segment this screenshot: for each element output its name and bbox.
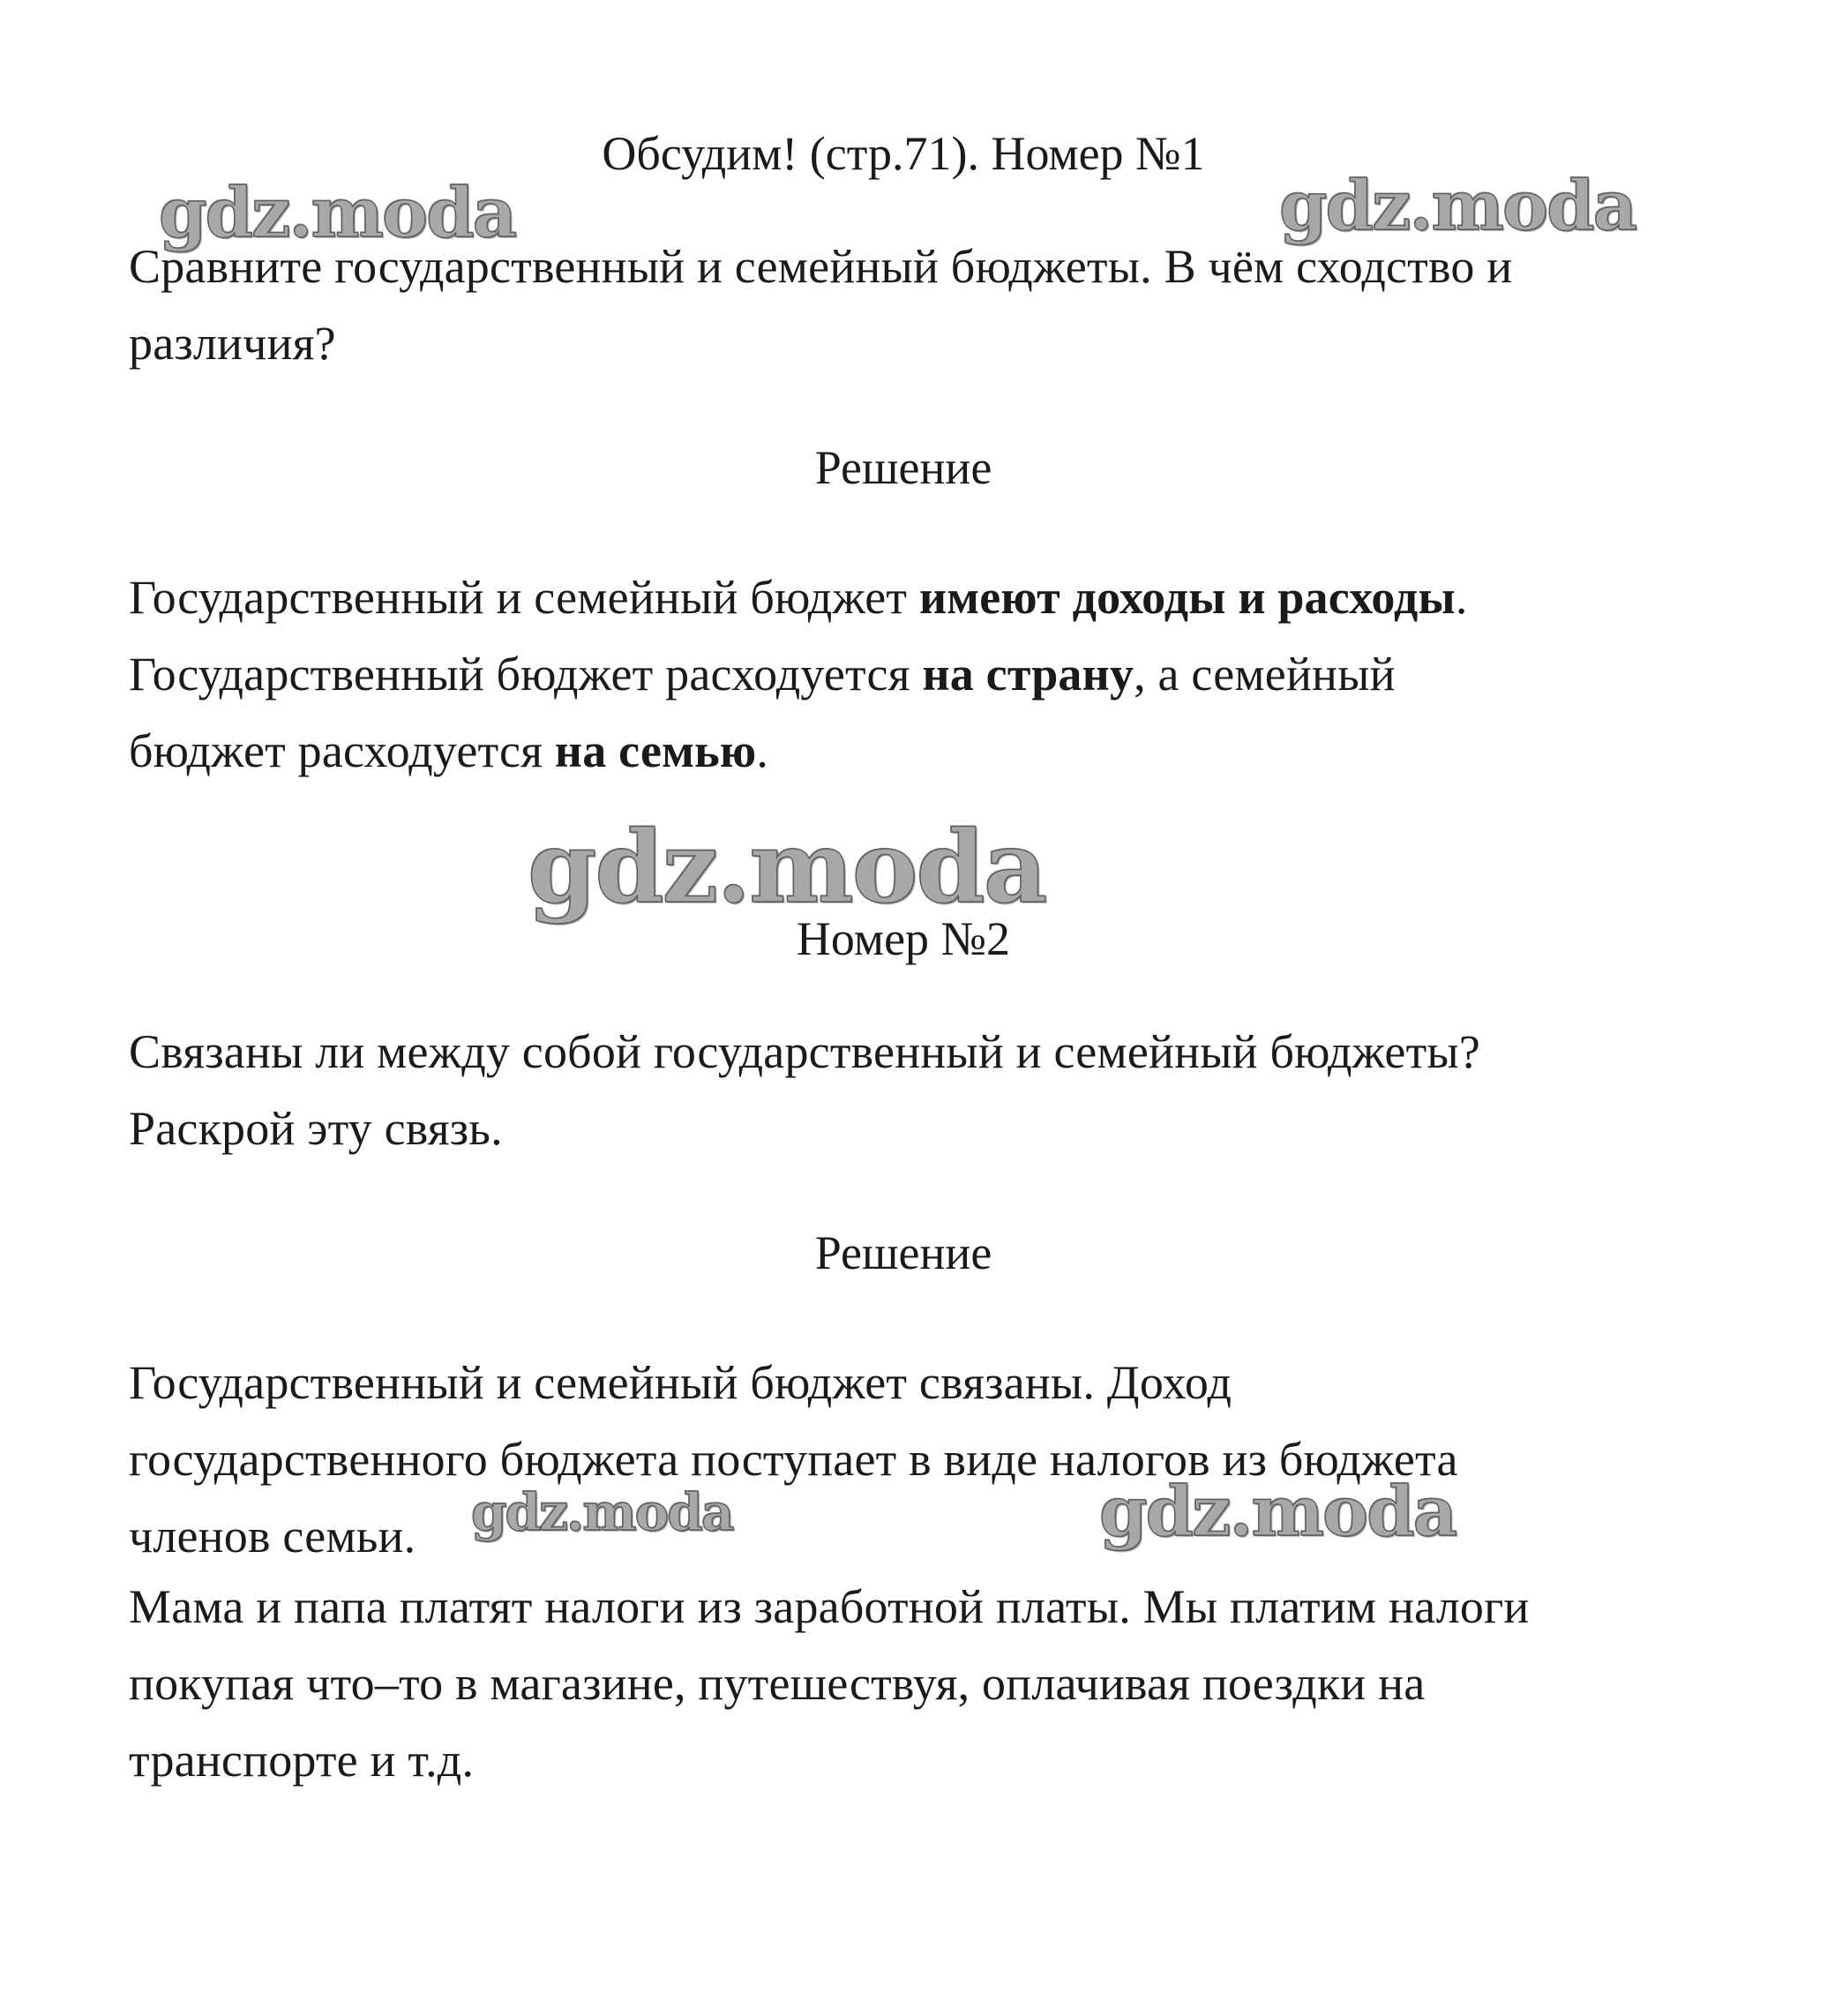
question-1-line-2: различия?	[129, 317, 336, 370]
solution-label-1: Решение	[814, 441, 992, 494]
answer-1-line-2-text: Государственный бюджет расходуется	[129, 648, 923, 701]
answer-1-line-3	[129, 723, 768, 779]
question-2-line-2: Раскрой эту связь.	[129, 1102, 503, 1155]
watermark-logo-large: gdz.moda	[528, 810, 1046, 926]
answer-1-line-2-end: , а семейный	[1134, 648, 1396, 701]
task-heading-1: Обсудим! (стр.71). Номер №1	[602, 127, 1205, 180]
answer-1-line-3-text: бюджет расходуется	[129, 724, 555, 777]
answer-2-line-1: Государственный и семейный бюджет связаны. Доход	[129, 1356, 1232, 1409]
watermark-logo: gdz.moda	[159, 173, 516, 253]
watermark-logo: gdz.moda	[471, 1482, 733, 1542]
answer-1-line-1-text: Государственный и семейный бюджет	[129, 571, 919, 624]
answer-2-line-5: покупая что–то в магазине, путешествуя, оплачивая поездки на	[129, 1657, 1426, 1710]
question-2-line-1: Связаны ли между собой государственный и семейный бюджеты?	[129, 1025, 1481, 1078]
task-heading-2: Номер №2	[796, 912, 1011, 965]
answer-1-emphasis: на семью	[554, 724, 757, 777]
answer-1-line-3-end: .	[756, 724, 769, 777]
watermark-logo: gdz.moda	[1279, 166, 1636, 246]
answer-2-line-4: Мама и папа платят налоги из заработной платы. Мы платим налоги	[129, 1580, 1530, 1633]
answer-2-line-6: транспорте и т.д.	[129, 1734, 475, 1787]
answer-1-line-1-end: .	[1455, 571, 1468, 624]
answer-2-line-2: государственного бюджета поступает в виде налогов из бюджета	[129, 1433, 1458, 1486]
answer-1-emphasis: на страну	[922, 648, 1134, 701]
solution-label-2: Решение	[814, 1226, 992, 1279]
answer-1-line-1	[129, 569, 1468, 626]
answer-2-line-3: членов семьи.	[129, 1510, 416, 1563]
watermark-logo: gdz.moda	[1099, 1472, 1456, 1552]
answer-1-emphasis: имеют доходы и расходы	[918, 571, 1456, 624]
answer-1-line-2	[129, 646, 1396, 702]
question-1-line-1: Сравните государственный и семейный бюджеты. В чём сходство и	[129, 240, 1513, 293]
